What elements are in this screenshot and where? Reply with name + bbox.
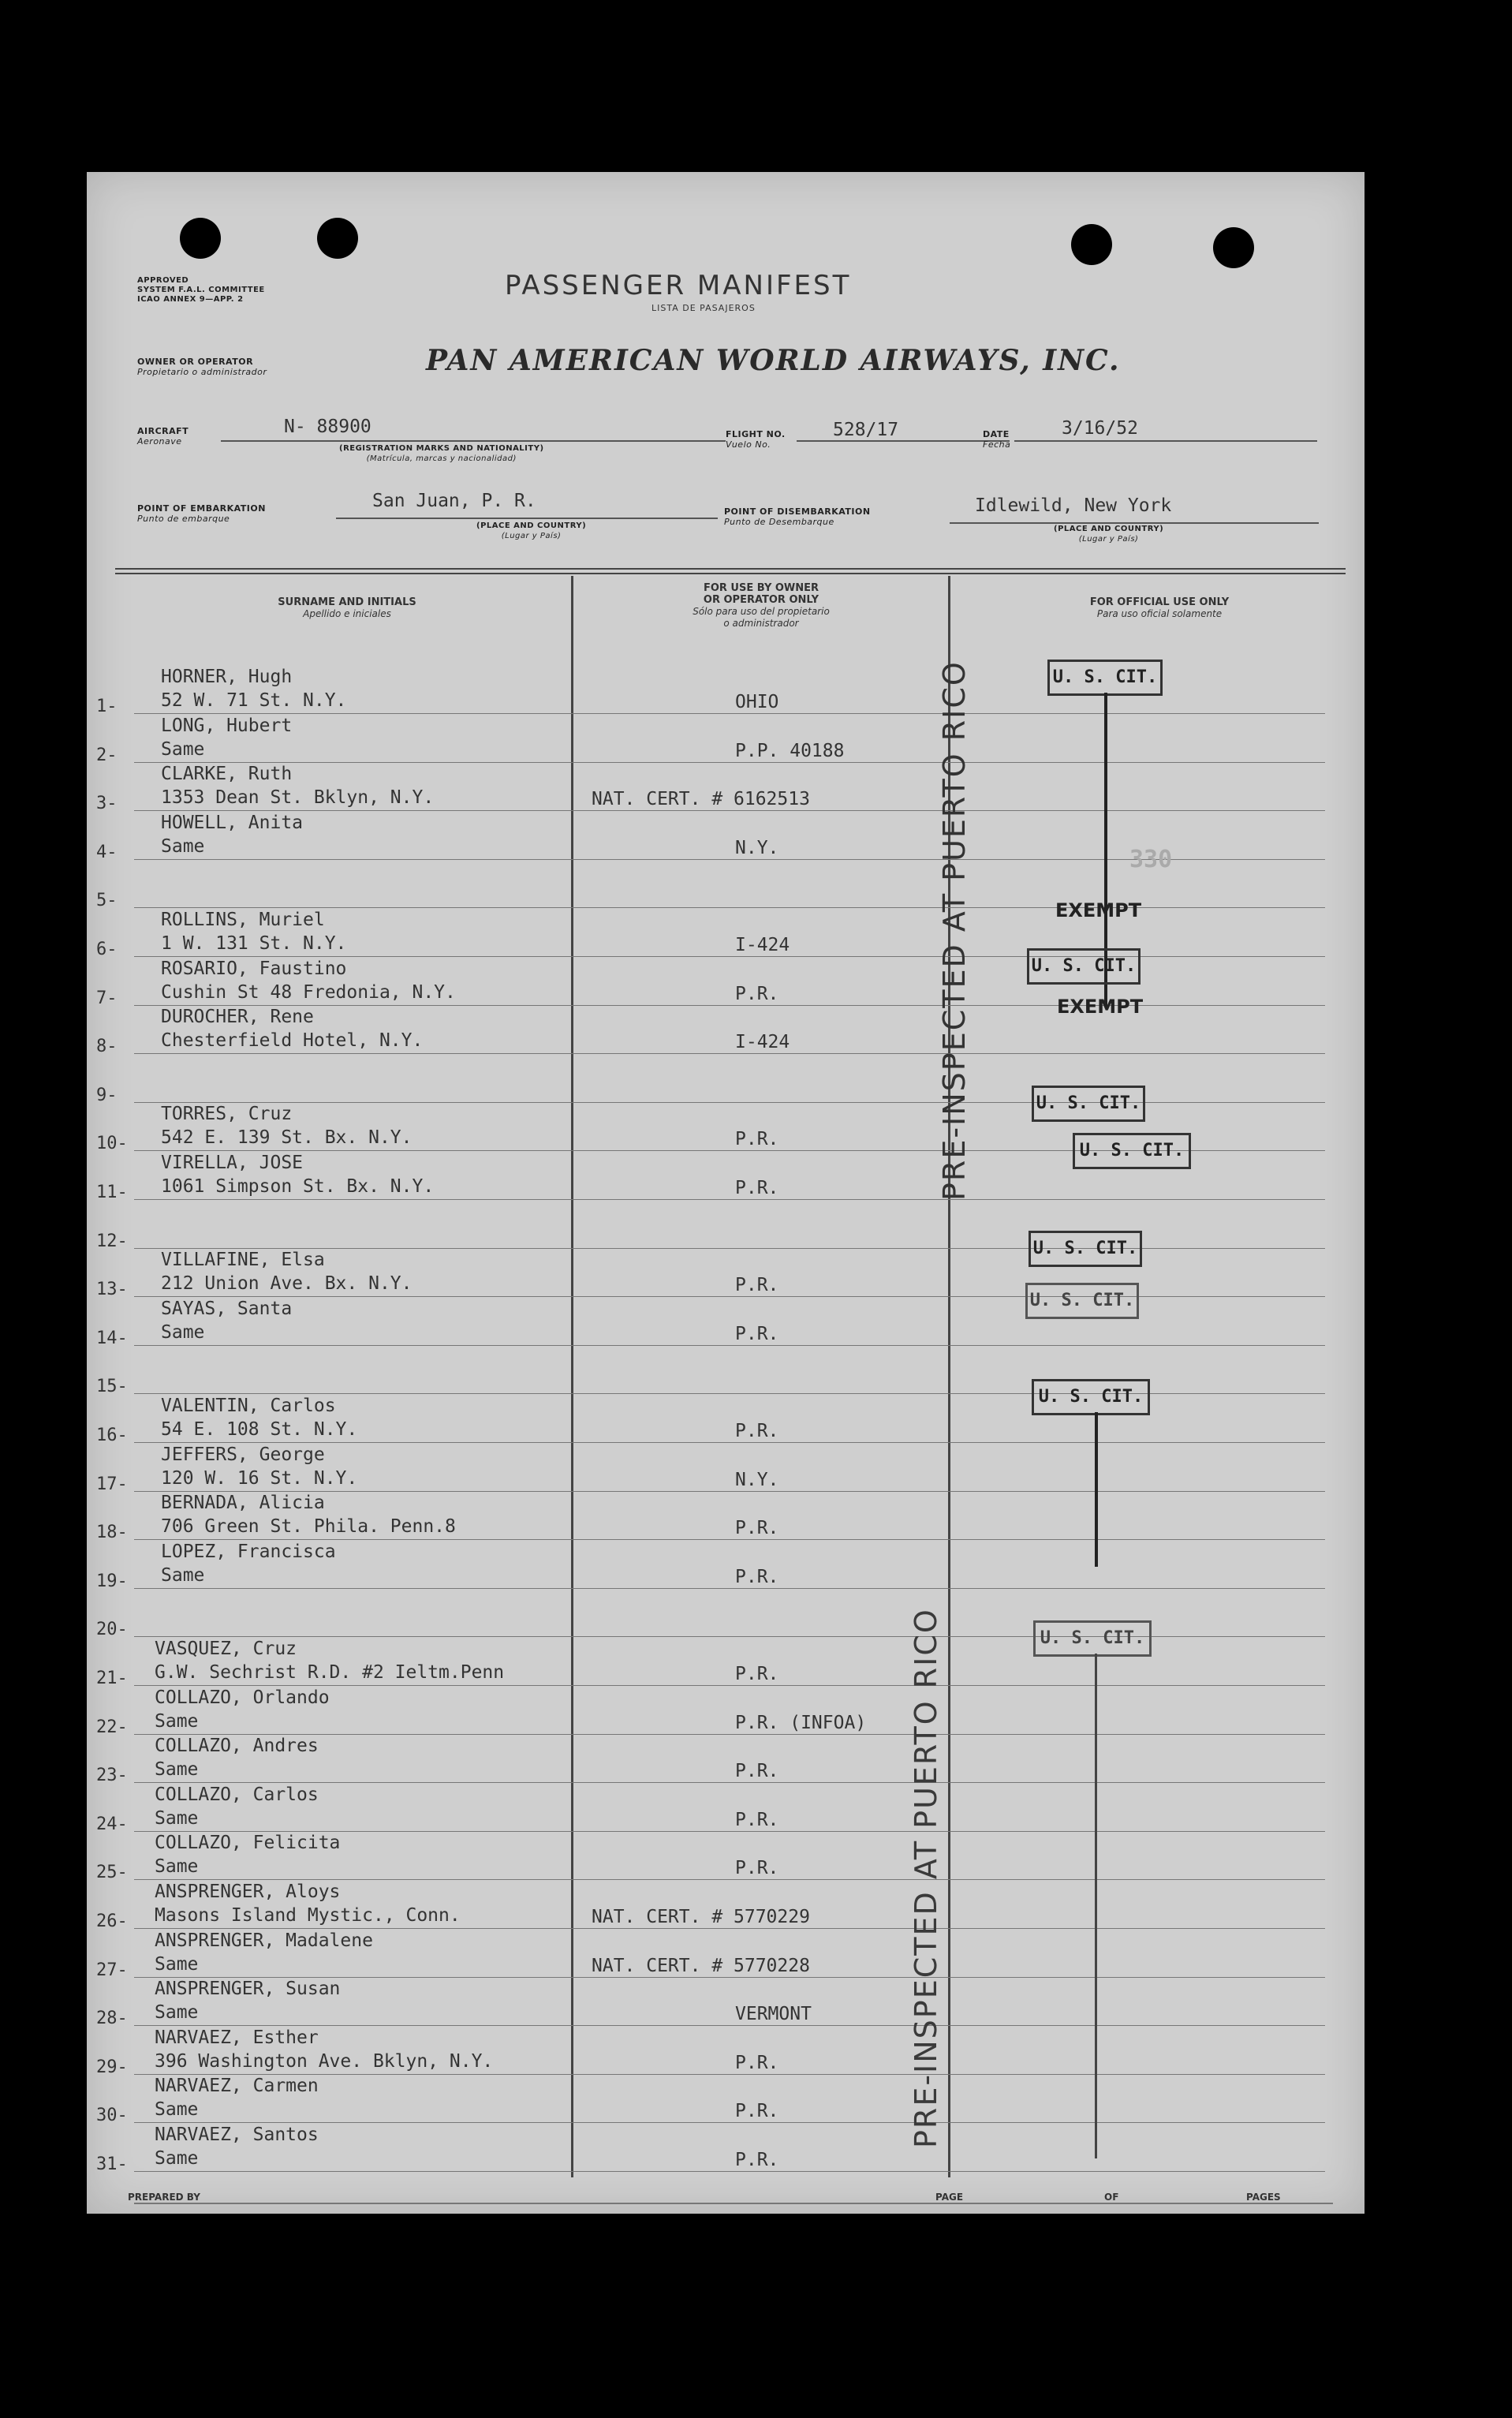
page-title: PASSENGER MANIFEST — [505, 270, 852, 301]
passenger-name: ROLLINS, Muriel — [161, 910, 325, 930]
embark-note-es: (Lugar y País) — [501, 532, 562, 540]
owner-entry: P.R. (INFOA) — [735, 1712, 867, 1733]
row-rule — [134, 2122, 1325, 2123]
owner-entry: N.Y. — [735, 837, 779, 858]
approval-block — [137, 276, 265, 305]
approval-line: APPROVED — [137, 276, 189, 285]
row-rule — [134, 1539, 1325, 1540]
passenger-name: ANSPRENGER, Madalene — [155, 1930, 373, 1951]
owner-entry: P.R. — [735, 1178, 779, 1198]
passenger-address: Same — [155, 2099, 199, 2121]
col-surname-header — [181, 596, 513, 620]
owner-value: PAN AMERICAN WORLD AIRWAYS, INC. — [426, 344, 1121, 377]
faint-number: 330 — [1129, 846, 1173, 873]
disembark-value: Idlewild, New York — [975, 495, 1172, 516]
page-subtitle: LISTA DE PASAJEROS — [651, 303, 756, 313]
aircraft-note — [339, 443, 544, 464]
passenger-name: ROSARIO, Faustino — [161, 958, 347, 979]
row-number: 30- — [96, 2106, 128, 2126]
owner-entry: P.R. — [735, 1761, 779, 1782]
passenger-name: ANSPRENGER, Susan — [155, 1979, 341, 2000]
embark-value: San Juan, P. R. — [372, 491, 536, 511]
us-cit-stamp: U. S. CIT. — [1032, 1086, 1145, 1122]
punch-hole — [317, 218, 358, 259]
passenger-name: HOWELL, Anita — [161, 812, 304, 833]
row-number: 16- — [96, 1426, 128, 1445]
row-number: 9- — [96, 1085, 118, 1105]
owner-entry: P.R. — [735, 1664, 779, 1684]
embark-note-text: (PLACE AND COUNTRY) — [476, 521, 587, 530]
row-number: 5- — [96, 891, 118, 911]
owner-entry: P.R. — [735, 1518, 779, 1539]
row-number: 28- — [96, 2009, 128, 2029]
owner-entry: P.P. 40188 — [735, 740, 845, 761]
passenger-address: 120 W. 16 St. N.Y. — [161, 1467, 358, 1489]
us-cit-stamp: U. S. CIT. — [1032, 1379, 1150, 1415]
embark-label-text: POINT OF EMBARKATION — [137, 503, 266, 514]
date-label-text: DATE — [983, 429, 1010, 439]
passenger-address: Same — [155, 1953, 199, 1975]
row-number: 8- — [96, 1037, 118, 1057]
page-label: PAGE — [935, 2192, 964, 2203]
us-cit-stamp: U. S. CIT. — [1027, 948, 1141, 985]
manifest-sheet — [87, 172, 1365, 2214]
passenger-address: 1 W. 131 St. N.Y. — [161, 933, 347, 954]
row-number: 11- — [96, 1183, 128, 1202]
passenger-name: LOPEZ, Francisca — [161, 1541, 336, 1562]
passenger-name: NARVAEZ, Santos — [155, 2125, 319, 2145]
owner-entry: P.R. — [735, 1809, 779, 1830]
owner-entry: N.Y. — [735, 1469, 779, 1490]
approval-line: SYSTEM F.A.L. COMMITTEE — [137, 286, 265, 294]
table-top-rule — [115, 568, 1346, 570]
row-number: 27- — [96, 1960, 128, 1980]
row-number: 13- — [96, 1280, 128, 1300]
passenger-name: JEFFERS, George — [161, 1444, 325, 1465]
row-number: 31- — [96, 2155, 128, 2174]
row-rule — [134, 1879, 1325, 1880]
owner-entry: P.R. — [735, 1129, 779, 1150]
pages-label: PAGES — [1246, 2192, 1281, 2203]
row-rule — [134, 2171, 1325, 2172]
owner-entry: NAT. CERT. # 6162513 — [592, 789, 810, 810]
col-owner-title: FOR USE BY OWNER — [703, 582, 819, 594]
row-number: 6- — [96, 940, 118, 959]
passenger-name: VASQUEZ, Cruz — [155, 1639, 297, 1659]
passenger-address: 396 Washington Ave. Bklyn, N.Y. — [155, 2050, 494, 2072]
passenger-address: Same — [161, 1564, 205, 1586]
owner-entry: P.R. — [735, 1421, 779, 1441]
owner-entry: I-424 — [735, 1032, 790, 1053]
col-official-header — [994, 596, 1325, 620]
row-number: 14- — [96, 1328, 128, 1348]
passenger-name: TORRES, Cruz — [161, 1104, 293, 1125]
row-number: 25- — [96, 1863, 128, 1883]
us-cit-stamp: U. S. CIT. — [1073, 1133, 1191, 1169]
row-rule — [134, 1831, 1325, 1832]
passenger-name: VIRELLA, JOSE — [161, 1153, 304, 1173]
preinspected-stamp: PRE-INSPECTED AT PUERTO RICO — [937, 660, 972, 1201]
row-rule — [134, 1199, 1325, 1200]
row-number: 22- — [96, 1717, 128, 1737]
prepared-by-label: PREPARED BY — [128, 2192, 200, 2203]
row-number: 15- — [96, 1377, 128, 1397]
col-owner-header — [607, 582, 915, 630]
row-rule — [134, 762, 1325, 763]
col-owner-title-es: Sólo para uso del propietario — [693, 606, 830, 617]
disembark-label-es: Punto de Desembarque — [724, 517, 834, 527]
arrow-line — [1095, 1412, 1098, 1567]
row-rule — [134, 1248, 1325, 1249]
passenger-address: Same — [155, 1710, 199, 1732]
row-rule — [134, 713, 1325, 714]
passenger-name: VALENTIN, Carlos — [161, 1396, 336, 1416]
owner-entry: P.R. — [735, 2101, 779, 2122]
embark-note — [476, 521, 586, 541]
passenger-name: BERNADA, Alicia — [161, 1493, 325, 1514]
date-field — [1014, 421, 1317, 442]
row-rule — [134, 1491, 1325, 1492]
passenger-address: Masons Island Mystic., Conn. — [155, 1905, 461, 1926]
row-number: 26- — [96, 1912, 128, 1931]
row-rule — [134, 956, 1325, 957]
passenger-name: COLLAZO, Carlos — [155, 1784, 319, 1805]
aircraft-label-es: Aeronave — [137, 436, 182, 447]
disembark-label — [724, 506, 871, 527]
row-rule — [134, 2025, 1325, 2026]
row-rule — [134, 907, 1325, 908]
aircraft-note-es: (Matrícula, marcas y nacionalidad) — [366, 454, 517, 463]
row-rule — [134, 1782, 1325, 1783]
owner-entry: VERMONT — [735, 2004, 812, 2025]
row-rule — [134, 1588, 1325, 1589]
exempt-stamp: EXEMPT — [1055, 899, 1142, 921]
owner-entry: NAT. CERT. # 5770228 — [592, 1955, 810, 1976]
passenger-name: ANSPRENGER, Aloys — [155, 1882, 341, 1902]
flight-label-es: Vuelo No. — [726, 439, 771, 450]
row-number: 4- — [96, 842, 118, 862]
passenger-address: Same — [155, 1807, 199, 1829]
row-rule — [134, 1005, 1325, 1006]
row-number: 29- — [96, 2057, 128, 2077]
row-number: 10- — [96, 1134, 128, 1154]
owner-label-es: Propietario o administrador — [137, 367, 267, 377]
embark-label — [137, 503, 266, 524]
row-rule — [134, 1053, 1325, 1054]
us-cit-stamp: U. S. CIT. — [1033, 1620, 1152, 1657]
date-label — [983, 429, 1010, 450]
us-cit-stamp: U. S. CIT. — [1025, 1283, 1139, 1319]
col-official-title-es: Para uso oficial solamente — [1096, 608, 1223, 619]
embark-label-es: Punto de embarque — [137, 514, 230, 524]
disembark-note-es: (Lugar y País) — [1078, 535, 1139, 544]
row-rule — [134, 1977, 1325, 1978]
aircraft-note-text: (REGISTRATION MARKS AND NATIONALITY) — [339, 444, 544, 453]
passenger-address: Same — [161, 835, 205, 857]
aircraft-label-text: AIRCRAFT — [137, 426, 189, 436]
disembark-label-text: POINT OF DISEMBARKATION — [724, 506, 871, 517]
passenger-name: DUROCHER, Rene — [161, 1007, 314, 1028]
col-official-title: FOR OFFICIAL USE ONLY — [1089, 596, 1230, 608]
col-surname-title-es: Apellido e iniciales — [303, 608, 391, 619]
passenger-address: 542 E. 139 St. Bx. N.Y. — [161, 1127, 413, 1149]
passenger-address: G.W. Sechrist R.D. #2 Ieltm.Penn — [155, 1662, 505, 1683]
owner-entry: P.R. — [735, 1858, 779, 1879]
row-rule — [134, 1685, 1325, 1686]
owner-entry: NAT. CERT. # 5770229 — [592, 1907, 810, 1927]
flight-value: 528/17 — [833, 420, 899, 440]
passenger-address: Chesterfield Hotel, N.Y. — [161, 1030, 424, 1052]
passenger-address: 54 E. 108 St. N.Y. — [161, 1419, 358, 1440]
row-number: 19- — [96, 1571, 128, 1591]
col-owner-title-es: o administrador — [723, 618, 799, 629]
preinspected-stamp: PRE-INSPECTED AT PUERTO RICO — [909, 1608, 943, 2148]
passenger-address: 1353 Dean St. Bklyn, N.Y. — [161, 787, 435, 809]
row-rule — [134, 1345, 1325, 1346]
owner-entry: P.R. — [735, 2150, 779, 2170]
row-number: 17- — [96, 1474, 128, 1494]
column-divider — [571, 576, 573, 2177]
arrow-line — [1095, 1654, 1097, 2158]
passenger-address: Same — [161, 738, 205, 760]
owner-label-text: OWNER OR OPERATOR — [137, 357, 254, 367]
aircraft-value: N- 88900 — [284, 417, 371, 437]
flight-label-text: FLIGHT NO. — [726, 429, 786, 439]
owner-entry: P.R. — [735, 1323, 779, 1344]
approval-line: ICAO ANNEX 9—APP. 2 — [137, 295, 244, 304]
row-rule — [134, 1734, 1325, 1735]
col-owner-title: OR OPERATOR ONLY — [703, 594, 819, 606]
passenger-name: VILLAFINE, Elsa — [161, 1250, 325, 1271]
exempt-stamp: EXEMPT — [1057, 996, 1144, 1018]
passenger-name: NARVAEZ, Esther — [155, 2027, 319, 2048]
passenger-name: HORNER, Hugh — [161, 667, 293, 687]
flight-label — [726, 429, 786, 450]
footer-rule — [134, 2203, 1333, 2204]
owner-entry: P.R. — [735, 1566, 779, 1587]
row-rule — [134, 1296, 1325, 1297]
passenger-address: 706 Green St. Phila. Penn.8 — [161, 1516, 456, 1538]
date-value: 3/16/52 — [1062, 418, 1138, 439]
owner-entry: P.R. — [735, 1275, 779, 1296]
row-number: 7- — [96, 988, 118, 1008]
passenger-name: LONG, Hubert — [161, 715, 293, 736]
passenger-address: Same — [155, 1759, 199, 1781]
row-number: 18- — [96, 1523, 128, 1543]
passenger-name: NARVAEZ, Carmen — [155, 2076, 319, 2097]
us-cit-stamp: U. S. CIT. — [1047, 660, 1163, 696]
us-cit-stamp: U. S. CIT. — [1029, 1231, 1142, 1267]
passenger-name: CLARKE, Ruth — [161, 764, 293, 785]
row-number: 24- — [96, 1814, 128, 1834]
of-label: OF — [1104, 2192, 1119, 2203]
passenger-address: Same — [155, 2002, 199, 2024]
passenger-name: COLLAZO, Felicita — [155, 1833, 341, 1854]
owner-entry: P.R. — [735, 2052, 779, 2073]
col-surname-title: SURNAME AND INITIALS — [278, 596, 416, 608]
punch-hole — [1213, 227, 1254, 268]
passenger-name: COLLAZO, Andres — [155, 1736, 319, 1757]
passenger-address: Same — [155, 2148, 199, 2169]
date-label-es: Fecha — [983, 439, 1011, 450]
disembark-note-text: (PLACE AND COUNTRY) — [1054, 525, 1164, 533]
passenger-address: 212 Union Ave. Bx. N.Y. — [161, 1273, 413, 1295]
row-number: 23- — [96, 1766, 128, 1786]
row-number: 20- — [96, 1620, 128, 1640]
row-number: 21- — [96, 1669, 128, 1688]
row-number: 12- — [96, 1231, 128, 1251]
passenger-name: COLLAZO, Orlando — [155, 1687, 330, 1708]
passenger-address: 52 W. 71 St. N.Y. — [161, 690, 347, 711]
table-top-rule — [115, 573, 1346, 574]
row-rule — [134, 2074, 1325, 2075]
passenger-address: Same — [155, 1856, 199, 1878]
row-rule — [134, 1102, 1325, 1103]
passenger-address: Cushin St 48 Fredonia, N.Y. — [161, 981, 456, 1003]
row-rule — [134, 1442, 1325, 1443]
row-number: 3- — [96, 794, 118, 814]
owner-entry: P.R. — [735, 983, 779, 1004]
row-number: 1- — [96, 697, 118, 716]
passenger-address: 1061 Simpson St. Bx. N.Y. — [161, 1176, 435, 1197]
flight-field — [797, 421, 1010, 442]
punch-hole — [180, 218, 221, 259]
disembark-note — [1054, 524, 1163, 544]
punch-hole — [1071, 224, 1112, 265]
owner-label — [137, 357, 267, 377]
aircraft-label — [137, 426, 189, 447]
passenger-address: Same — [161, 1321, 205, 1343]
passenger-name: SAYAS, Santa — [161, 1298, 293, 1319]
row-rule — [134, 1928, 1325, 1929]
row-rule — [134, 810, 1325, 811]
owner-entry: I-424 — [735, 935, 790, 955]
owner-entry: OHIO — [735, 692, 779, 712]
row-number: 2- — [96, 745, 118, 765]
